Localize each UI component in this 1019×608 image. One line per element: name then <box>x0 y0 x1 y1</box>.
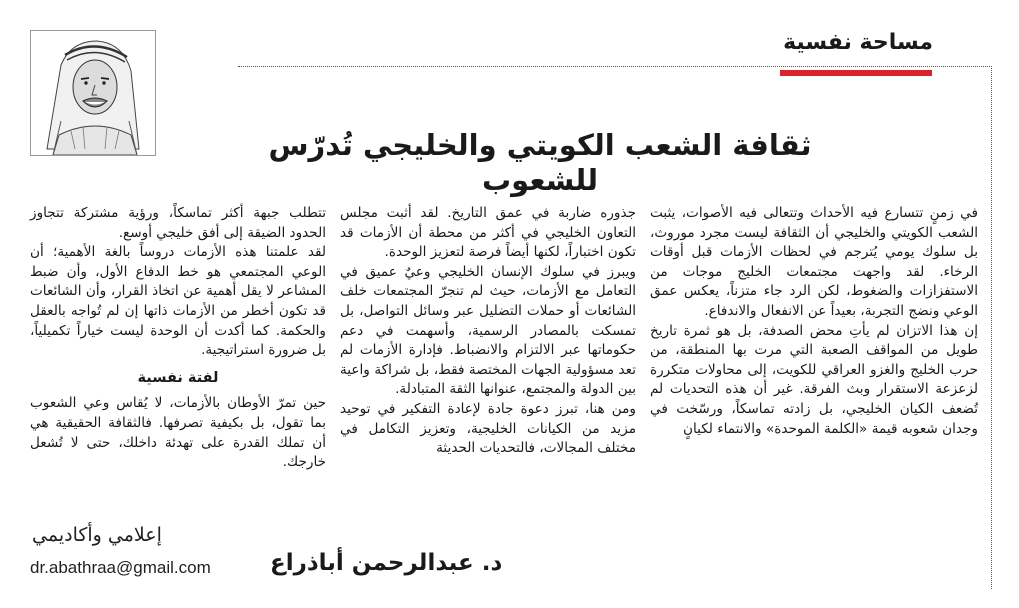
column-middle <box>340 204 636 459</box>
author-name: د. عبدالرحمن أباذراع <box>270 550 503 576</box>
subheading: لفتة نفسية <box>137 369 219 386</box>
article-headline: ثقافة الشعب الكويتي والخليجي تُدرّس للشعوب <box>268 128 812 197</box>
paragraph: ومن هنا، تبرز دعوة جادة لإعادة التفكير في توحيد مزيد من الكيانات الخليجية، وتعزيز التكامل في مختلف المجالات، فالتحديات الحديثة <box>340 400 636 457</box>
paragraph: في زمنٍ تتسارع فيه الأحداث وتتعالى فيه الأصوات، يثبت الشعب الكويتي والخليجي أن الثقافة ليست مجرد موروث، بل سلوك يومي يُترجم في لحظات الأزمات قبل أوقات الرخاء. لقد واجهت مجتمعات الخليج موجات من الاستفزازات والضغوط، لكن الرد جاء متزناً، يعكس عمق الوعي ونضج التجربة، بعيداً عن الانفعال والاندفاع. <box>650 205 978 319</box>
paragraph: جذوره ضاربة في عمق التاريخ. لقد أثبت مجلس التعاون الخليجي في أكثر من محطة أن الأزمات قد تكون اختباراً، لكنها أيضاً فرصة لتعزيز الوحدة. <box>340 205 636 261</box>
author-email[interactable]: dr.abathraa@gmail.com <box>30 558 211 577</box>
paragraph: ويبرز في سلوك الإنسان الخليجي وعيٌ عميق في التعامل مع الأزمات، حيث لم تنجرّ المجتمعات خلف الشائعات أو حملات التضليل عبر وسائل التواصل، بل تمسكت بالمصادر الرسمية، وأسهمت في دعم حكوماتها عبر الالتزام والانضباط. فإدارة الأزمات لم تعد مسؤولية الجهات المختصة فقط، بل شراكة واعية بين الدولة والمجتمع، عنوانها الثقة المتبادلة. <box>340 263 636 398</box>
paragraph: حين تمرّ الأوطان بالأزمات، لا يُقاس وعي الشعوب بما تقول، بل بكيفية تصرفها. فالثقافة الحقيقية هي أن تملك القدرة على تهدئة داخلك، حتى لا تُشعل خارجك. <box>30 395 326 471</box>
paragraph: إن هذا الاتزان لم يأتِ محض الصدفة، بل هو ثمرة تاريخ طويل من المواقف الصعبة التي مرت بها المنطقة، من حرب الخليج والغزو العراقي للكويت، إلى محاولات متكررة لزعزعة الاستقرار وبث الفرقة. غير أن هذه التحديات لم تُضعف الكيان الخليجي، بل زادته تماسكاً، ورسّخت في وجدان شعوبه قيمة «الكلمة الموحدة» والانتماء لكيانٍ <box>650 322 978 437</box>
author-role: إعلامي وأكاديمي <box>32 524 162 546</box>
author-portrait <box>30 30 156 156</box>
column-right <box>650 204 978 439</box>
section-accent-bar <box>780 70 932 76</box>
paragraph: تتطلب جبهة أكثر تماسكاً، ورؤية مشتركة تتجاوز الحدود الضيقة إلى أفق خليجي أوسع. <box>30 205 326 241</box>
section-title: مساحة نفسية <box>783 30 933 55</box>
portrait-sketch-icon <box>31 31 155 155</box>
paragraph: لقد علمتنا هذه الأزمات دروساً بالغة الأهمية؛ أن الوعي المجتمعي هو خط الدفاع الأول، وأن ضبط المشاعر لا يقل أهمية عن اتخاذ القرار، وأن الشائعات قد تكون أخطر من الأزمات ذاتها إن لم تُواجه بالعقل والحكمة. كما أكدت أن الوحدة ليست خياراً تكميلياً، بل ضرورة استراتيجية. <box>30 244 326 359</box>
column-left <box>30 204 326 473</box>
